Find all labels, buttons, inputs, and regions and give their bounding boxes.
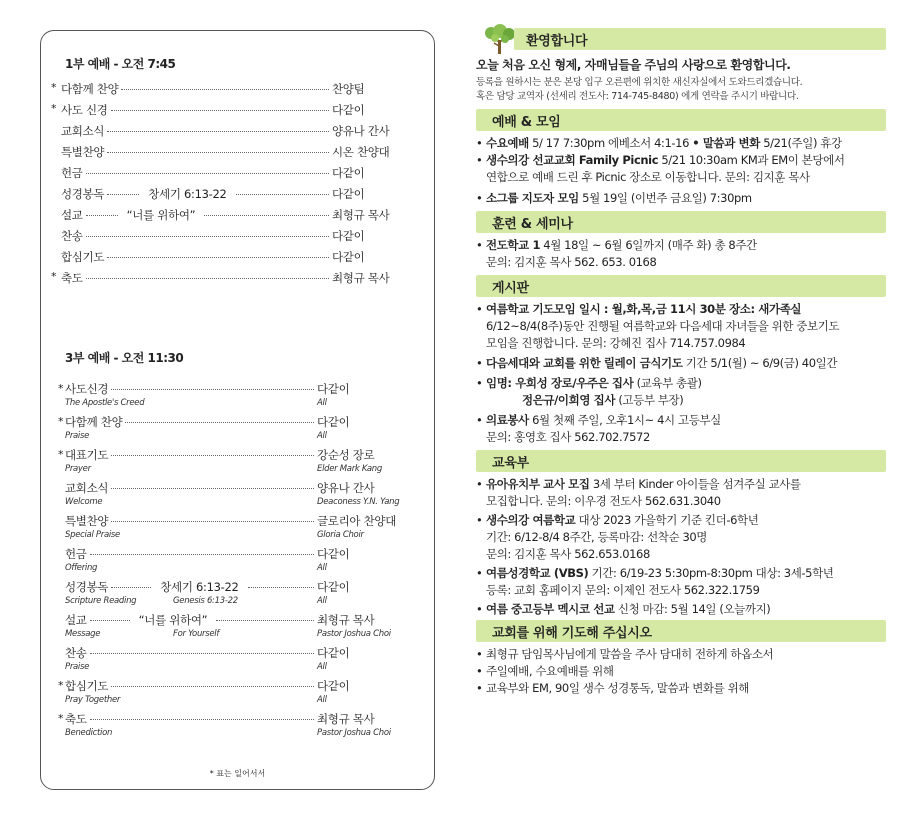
leader-dots [248, 587, 314, 588]
training-heading: 훈련 & 세미나 [476, 211, 886, 233]
worship-heading: 예배 & 모임 [476, 109, 886, 131]
order-of-worship-panel [40, 30, 435, 790]
leader-dots [86, 215, 118, 216]
stand-marker: * [58, 415, 64, 428]
service-item-leader-en: Pastor Joshua Choi [317, 629, 391, 639]
leader-dots [121, 89, 329, 90]
service-item-leader: 양유나 간사 [317, 481, 375, 495]
leader-dots [90, 653, 314, 654]
education-item-vbs: • 여름성경학교 (VBS) 기간: 6/19-23 5:30pm-8:30pm 대상: 3세-5학년 [476, 566, 834, 580]
service-item-title-en: Scripture Reading [65, 596, 137, 606]
service1-row [51, 81, 404, 102]
worship-item-picnic: • 생수의강 선교교회 Family Picnic 5/21 10:30am KM과 EM이 본당에서 [476, 153, 845, 167]
leader-dots [86, 278, 329, 279]
leader-dots [90, 554, 314, 555]
service1-row [51, 102, 404, 123]
service-item-leader-en: All [317, 662, 327, 672]
leader-dots [216, 620, 314, 621]
service-item-leader-en: All [317, 398, 327, 408]
leader-dots [111, 686, 314, 687]
leader-dots [204, 215, 329, 216]
service1-row [59, 144, 404, 165]
service-item-leader-en: Pastor Joshua Choi [317, 728, 391, 738]
leader-dots [111, 488, 314, 489]
service1-row [51, 270, 404, 291]
service1-row [59, 207, 404, 228]
service-item-leader: 최형규 목사 [317, 613, 375, 627]
education-item-summer-2: 기간: 6/12-8/4 8주간, 등록마감: 선착순 30명 [486, 530, 708, 544]
stand-marker: * [58, 679, 64, 692]
service3-row [65, 480, 402, 513]
service-item-leader-en: Elder Mark Kang [317, 464, 382, 474]
board-item-prayer-3: 모임을 진행합니다. 문의: 강혜진 집사 714.757.0984 [486, 336, 746, 350]
service-item-title-en: Praise [65, 431, 90, 441]
service-item-leader-en: Deaconess Y.N. Yang [317, 497, 400, 507]
welcome-line1: 등록을 원하시는 분은 본당 입구 오른편에 위치한 새신자실에서 도와드리겠습니다. [476, 77, 803, 88]
education-item-mission: • 여름 중고등부 멕시코 선교 신청 마감: 5월 14일 (오늘까지) [476, 602, 771, 616]
service1-title: 1부 예배 - 오전 7:45 [65, 57, 176, 71]
education-item-vbs-2: 등록: 교회 홈페이지 문의: 이제인 전도사 562.322.1759 [486, 583, 760, 597]
service3-row [58, 414, 402, 447]
leader-dots [111, 587, 151, 588]
service-item-leader: 다같이 [332, 250, 365, 264]
service-item-title: 특별찬양 [65, 514, 109, 528]
leader-dots [111, 389, 314, 390]
service-item-leader: 강순성 장로 [317, 448, 375, 462]
service-item-title-en: Pray Together [65, 695, 121, 705]
service-item-title: 교회소식 [65, 481, 109, 495]
education-item-teachers-2: 모집합니다. 문의: 이우경 전도사 562.631.3040 [486, 494, 721, 508]
board-item-prayer: • 여름학교 기도모임 일시 : 월,화,목,금 11시 30분 장소: 새가족실 [476, 302, 802, 316]
leader-dots [111, 110, 329, 111]
service3-row [65, 579, 402, 612]
leader-dots [111, 455, 314, 456]
service-item-title: 찬송 [65, 646, 87, 660]
leader-dots [86, 173, 329, 174]
board-item-appointment-2: 정은규/이희영 집사 (고등부 부장) [522, 393, 684, 407]
board-item-medical-2: 문의: 홍영호 집사 562.702.7572 [486, 430, 650, 444]
leader-dots [86, 236, 329, 237]
board-item-medical: • 의료봉사 6월 첫째 주일, 오후1시~ 4시 고등부실 [476, 413, 721, 427]
worship-item-wednesday: • 수요예배 5/ 17 7:30pm 에베소서 4:1-16 • 말씀과 변화 5/21(주일) 휴강 [476, 136, 842, 150]
education-item-summer: • 생수의강 여름학교 대상 2023 가을학기 기준 킨더-6학년 [476, 513, 759, 527]
service-item-title: 설교 [61, 208, 83, 222]
service-item-leader: 다같이 [332, 187, 365, 201]
service-item-title-en: Welcome [65, 497, 103, 507]
service-item-detail: 창세기 6:13-22 [160, 580, 239, 594]
service-item-title: 합심기도 [65, 679, 109, 693]
welcome-title: 오늘 처음 오신 형제, 자매님들을 주님의 사랑으로 환영합니다. [476, 58, 791, 72]
leader-dots [111, 521, 314, 522]
prayer-item-2: • 주일예배, 수요예배를 위해 [476, 664, 614, 678]
service-item-leader-en: Gloria Choir [317, 530, 364, 540]
service-item-leader-en: All [317, 563, 327, 573]
service-item-title: 다함께 찬양 [65, 415, 123, 429]
prayer-item-3: • 교육부와 EM, 90일 생수 성경통독, 말씀과 변화를 위해 [476, 681, 749, 695]
board-item-fasting: • 다음세대와 교회를 위한 릴레이 금식기도 기간 5/1(월) ~ 6/9(금) 40일간 [476, 356, 838, 370]
service3-row [65, 612, 402, 645]
service-item-detail-en: For Yourself [173, 629, 220, 639]
education-item-summer-3: 문의: 김지훈 목사 562.653.0168 [486, 547, 650, 561]
service-item-title: 교회소식 [61, 124, 105, 138]
service-item-detail: 창세기 6:13-22 [148, 187, 227, 201]
service-item-title: 합심기도 [61, 250, 105, 264]
service-item-leader: 다같이 [317, 415, 350, 429]
stand-marker: * [58, 712, 64, 725]
service1-row [59, 186, 404, 207]
service-item-title: 축도 [61, 271, 83, 285]
service-item-detail: “너를 위하여” [138, 613, 208, 627]
service-item-title: 대표기도 [65, 448, 109, 462]
service-item-leader: 다같이 [317, 679, 350, 693]
leader-dots [107, 194, 139, 195]
service3-title: 3부 예배 - 오전 11:30 [65, 351, 184, 365]
service-item-title: 축도 [65, 712, 87, 726]
service-item-leader: 찬양팀 [332, 82, 365, 96]
service-item-title-en: Praise [65, 662, 90, 672]
leader-dots [236, 194, 329, 195]
service-item-leader: 다같이 [332, 166, 365, 180]
stand-marker: * [51, 81, 57, 94]
stand-marker: * [58, 382, 64, 395]
leader-dots [125, 422, 314, 423]
service1-row [59, 228, 404, 249]
service-item-title-en: The Apostle's Creed [65, 398, 145, 408]
service3-row [58, 381, 402, 414]
education-heading: 교육부 [476, 450, 886, 472]
service-item-title: 헌금 [65, 547, 87, 561]
service3-row [58, 447, 402, 480]
service-item-title-en: Message [65, 629, 101, 639]
welcome-heading: 환영합니다 [514, 28, 886, 50]
board-item-appointment: • 임명: 우희성 장로/우주은 집사 (교육부 총괄) [476, 376, 702, 390]
leader-dots [107, 257, 329, 258]
service-item-title-en: Prayer [65, 464, 91, 474]
service-item-leader: 시온 찬양대 [332, 145, 390, 159]
worship-item-picnic-2: 연합으로 예배 드린 후 Picnic 장소로 이동합니다. 문의: 김지훈 목사 [486, 170, 810, 184]
service-item-title-en: Special Praise [65, 530, 120, 540]
leader-dots [107, 152, 329, 153]
service-item-title: 다함께 찬양 [61, 82, 119, 96]
service3-row [65, 645, 402, 678]
service-item-title: 헌금 [61, 166, 83, 180]
prayer-heading: 교회를 위해 기도해 주십시오 [476, 620, 886, 642]
service3-row [65, 546, 402, 579]
service-item-leader: 최형규 목사 [332, 271, 390, 285]
service-item-leader: 글로리아 찬양대 [317, 514, 397, 528]
footnote: * 표는 일어서서 [209, 769, 266, 778]
service-item-leader: 다같이 [332, 229, 365, 243]
service-item-leader: 최형규 목사 [317, 712, 375, 726]
service3-list [58, 381, 402, 744]
leader-dots [90, 620, 130, 621]
service-item-title: 성경봉독 [61, 187, 105, 201]
announcements-panel [476, 28, 886, 697]
service-item-leader-en: All [317, 596, 327, 606]
service-item-title: 설교 [65, 613, 87, 627]
service1-row [59, 123, 404, 144]
education-item-teachers: • 유아유치부 교사 모집 3세 부터 Kinder 아이들을 섬겨주실 교사를 [476, 477, 801, 491]
board-heading: 게시판 [476, 275, 886, 297]
service-item-leader: 다같이 [332, 103, 365, 117]
service1-list [51, 81, 404, 291]
prayer-item-1: • 최형규 담임목사님에게 말씀을 주사 담대히 전하게 하옵소서 [476, 647, 774, 661]
service-item-title: 특별찬양 [61, 145, 105, 159]
stand-marker: * [58, 448, 64, 461]
service-item-title: 사도 신경 [61, 103, 108, 117]
service-item-leader: 다같이 [317, 646, 350, 660]
stand-marker: * [51, 102, 57, 115]
service-item-leader: 다같이 [317, 580, 350, 594]
leader-dots [90, 719, 314, 720]
service3-row [58, 711, 402, 744]
service-item-title-en: Offering [65, 563, 98, 573]
welcome-line2: 혹은 담당 교역자 (선세리 전도사: 714-745-8480) 에게 연락을 주시기 바랍니다. [476, 91, 799, 102]
service-item-leader: 양유나 간사 [332, 124, 390, 138]
service1-row [59, 249, 404, 270]
service-item-leader-en: All [317, 431, 327, 441]
service-item-leader: 최형규 목사 [332, 208, 390, 222]
service-item-title-en: Benediction [65, 728, 113, 738]
stand-marker: * [51, 270, 57, 283]
service1-row [59, 165, 404, 186]
service-item-leader-en: All [317, 695, 327, 705]
service3-row [65, 513, 402, 546]
service-item-leader: 다같이 [317, 547, 350, 561]
service-item-detail-en: Genesis 6:13-22 [173, 596, 238, 606]
service-item-detail: “너를 위하여” [126, 208, 196, 222]
service-item-leader: 다같이 [317, 382, 350, 396]
service-item-title: 찬송 [61, 229, 83, 243]
training-item-2: 문의: 김지훈 목사 562. 653. 0168 [486, 255, 657, 269]
service-item-title: 성경봉독 [65, 580, 109, 594]
board-item-prayer-2: 6/12~8/4(8주)동안 진행될 여름학교와 다음세대 자녀들을 위한 중보기도 [486, 319, 840, 333]
training-item: • 전도학교 1 4월 18일 ~ 6월 6일까지 (매주 화) 총 8주간 [476, 238, 757, 252]
service-item-title: 사도신경 [65, 382, 109, 396]
worship-item-smallgroup: • 소그룹 지도자 모임 5월 19일 (이번주 금요일) 7:30pm [476, 191, 752, 205]
service3-row [58, 678, 402, 711]
leader-dots [107, 131, 329, 132]
